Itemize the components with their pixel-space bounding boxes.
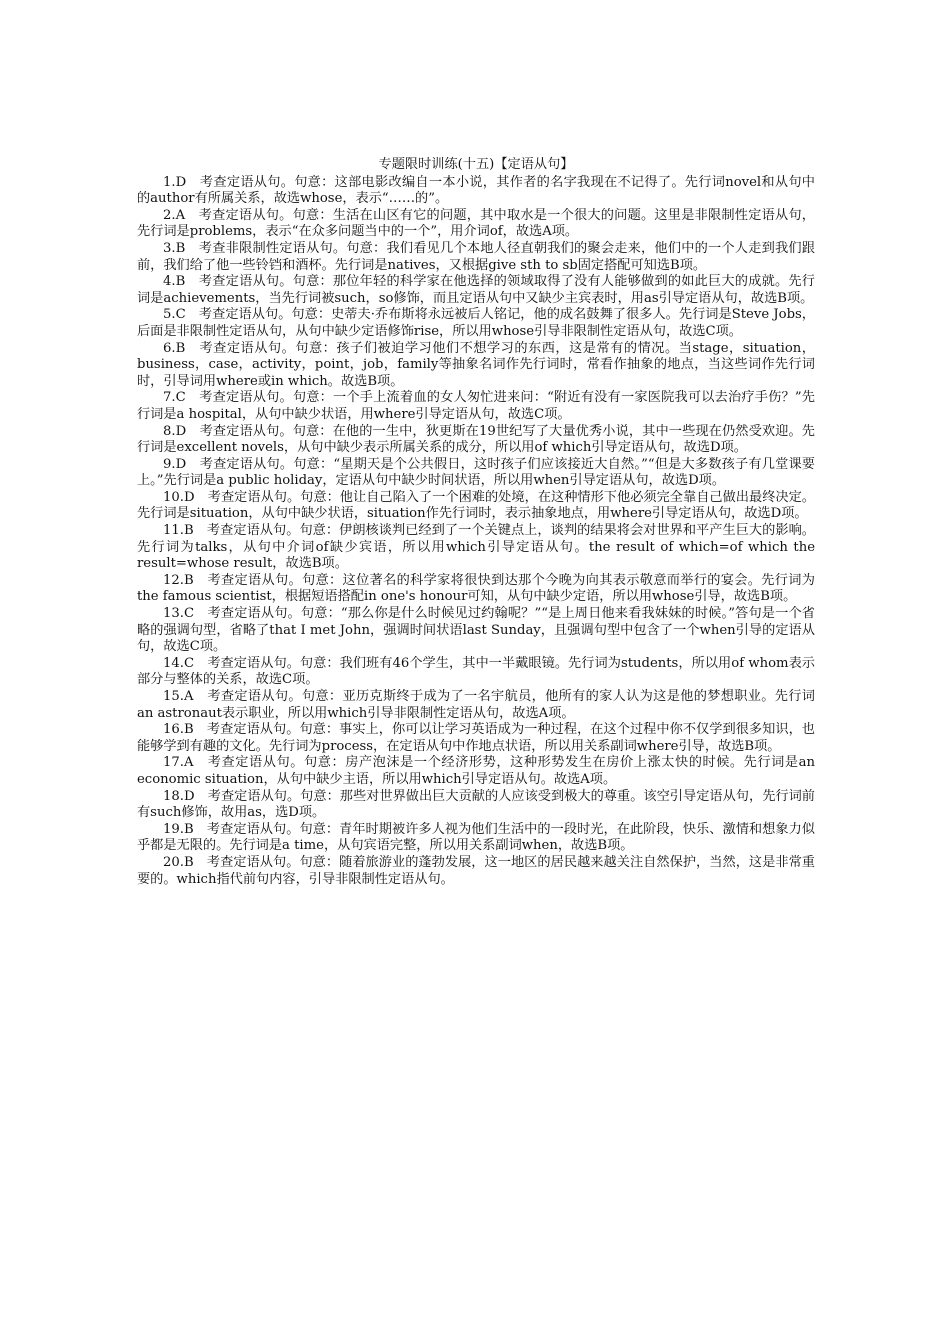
answer-item-5: 5.C 考查定语从句。句意：史蒂夫·乔布斯将永远被后人铭记，他的成名鼓舞了很多人。先行词是Steve Jobs，后面是非限制性定语从句，从句中缺少定语修饰rise，所以用whose引导非限制性定语从句，故选C项。 <box>137 307 815 339</box>
answer-item-2: 2.A 考查定语从句。句意：生活在山区有它的问题，其中取水是一个很大的问题。这里是非限制性定语从句，先行词是problems，表示“在众多问题当中的一个”，用介词of，故选A项。 <box>137 207 815 240</box>
answer-item-18: 18.D 考查定语从句。句意：那些对世界做出巨大贡献的人应该受到极大的尊重。该空引导定语从句，先行词前有such修饰，故用as，选D项。 <box>137 788 815 821</box>
answer-item-3: 3.B 考查非限制性定语从句。句意：我们看见几个本地人径直朝我们的聚会走来，他们中的一个人走到我们跟前，我们给了他一些铃铛和酒杯。先行词是natives，又根据give sth to sb固定搭配可知选B项。 <box>137 240 815 273</box>
answer-item-12: 12.B 考查定语从句。句意：这位著名的科学家将很快到达那个今晚为向其表示敬意而举行的宴会。先行词为the famous scientist，根据短语搭配in one's honour可知，从句中缺少定语，所以用whose引导，故选B项。 <box>137 572 815 605</box>
answer-item-13: 13.C 考查定语从句。句意：“那么你是什么时候见过约翰呢？”“是上周日他来看我妹妹的时候。”答句是一个省略的强调句型，省略了that I met John，强调时间状语last Sunday，且强调句型中包含了一个when引导的定语从句，故选C项。 <box>137 606 815 655</box>
answer-item-11: 11.B 考查定语从句。句意：伊朗核谈判已经到了一个关键点上，谈判的结果将会对世界和平产生巨大的影响。先行词为talks，从句中介词of缺少宾语，所以用which引导定语从句。the result of which=of which the result=whose result，故选B项。 <box>137 523 815 572</box>
answer-item-7: 7.C 考查定语从句。句意：一个手上流着血的女人匆忙进来问：“附近有没有一家医院我可以去治疗手伤？”先行词是a hospital，从句中缺少状语，用where引导定语从句，故选C项。 <box>137 390 815 422</box>
answer-key-page <box>137 157 815 888</box>
answer-item-16: 16.B 考查定语从句。句意：事实上，你可以让学习英语成为一种过程，在这个过程中你不仅学到很多知识，也能够学到有趣的文化。先行词为process，在定语从句中作地点状语，所以用关系副词where引导，故选B项。 <box>137 722 815 754</box>
answer-item-9: 9.D 考查定语从句。句意：“星期天是个公共假日，这时孩子们应该接近大自然。”“但是大多数孩子有几堂课要上。”先行词是a public holiday，定语从句中缺少时间状语，所以用when引导定语从句，故选D项。 <box>137 456 815 489</box>
answer-item-17: 17.A 考查定语从句。句意：房产泡沫是一个经济形势，这种形势发生在房价上涨太快的时候。先行词是an economic situation，从句中缺少主语，所以用which引导定语从句。故选A项。 <box>137 755 815 787</box>
page-title: 专题限时训练(十五)【定语从句】 <box>378 157 574 172</box>
answer-item-20: 20.B 考查定语从句。句意：随着旅游业的蓬勃发展，这一地区的居民越来越关注自然保护，当然，这是非常重要的。which指代前句内容，引导非限制性定语从句。 <box>137 854 815 887</box>
answer-item-19: 19.B 考查定语从句。句意：青年时期被许多人视为他们生活中的一段时光，在此阶段，快乐、激情和想象力似乎都是无限的。先行词是a time，从句宾语完整，所以用关系副词when，故选B项。 <box>137 821 815 854</box>
answer-item-4: 4.B 考查定语从句。句意：那位年轻的科学家在他选择的领域取得了没有人能够做到的如此巨大的成就。先行词是achievements，当先行词被such，so修饰，而且定语从句中又缺少主宾表时，用as引导定语从句，故选B项。 <box>137 274 815 306</box>
answer-item-15: 15.A 考查定语从句。句意：亚历克斯终于成为了一名宇航员，他所有的家人认为这是他的梦想职业。先行词an astronaut表示职业，所以用which引导非限制性定语从句，故选A项。 <box>137 689 815 721</box>
answer-item-6: 6.B 考查定语从句。句意：孩子们被迫学习他们不想学习的东西，这是常有的情况。当stage，situation，business，case，activity，point，job，family等抽象名词作先行词时，常看作抽象的地点，当这些词作先行词时，引导词用where或in which。故选B项。 <box>137 340 815 389</box>
answer-item-1: 1.D 考查定语从句。句意：这部电影改编自一本小说，其作者的名字我现在不记得了。先行词novel和从句中的author有所属关系，故选whose，表示“……的”。 <box>137 174 815 207</box>
answer-item-8: 8.D 考查定语从句。句意：在他的一生中，狄更斯在19世纪写了大量优秀小说，其中一些现在仍然受欢迎。先行词是excellent novels，从句中缺少表示所属关系的成分，所以用of which引导定语从句，故选D项。 <box>137 423 815 456</box>
answer-item-14: 14.C 考查定语从句。句意：我们班有46个学生，其中一半戴眼镜。先行词为students，所以用of whom表示部分与整体的关系，故选C项。 <box>137 655 815 688</box>
answer-list <box>137 175 815 889</box>
answer-item-10: 10.D 考查定语从句。句意：他让自己陷入了一个困难的处境，在这种情形下他必须完全靠自己做出最终决定。先行词是situation，从句中缺少状语，situation作先行词时，表示抽象地点，用where引导定语从句，故选D项。 <box>137 489 815 522</box>
